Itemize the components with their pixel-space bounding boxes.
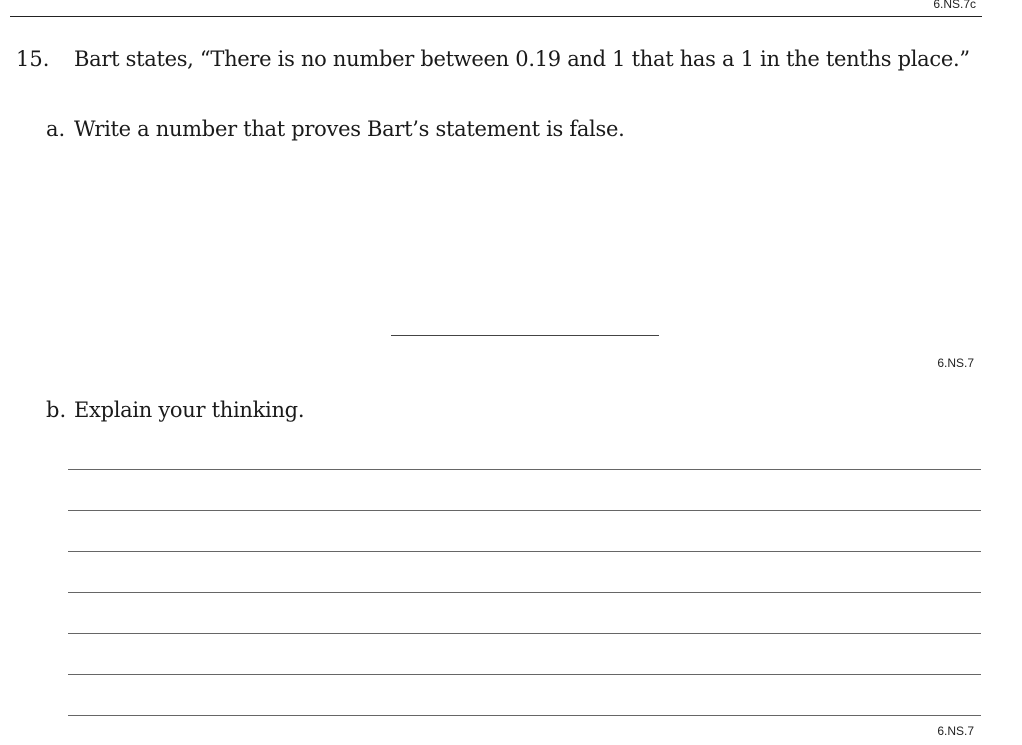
header-rule — [10, 16, 982, 17]
part-a-prompt: Write a number that proves Bart’s statement is false. — [74, 117, 625, 141]
question-number: 15. — [16, 47, 50, 71]
question-stem: Bart states, “There is no number between 0.19 and 1 that has a 1 in the tenths place.” — [74, 47, 970, 71]
answer-line[interactable] — [68, 510, 981, 511]
answer-line[interactable] — [68, 551, 981, 552]
standard-code-top: 6.NS.7c — [933, 0, 976, 11]
answer-line[interactable] — [68, 469, 981, 470]
part-b-letter: b. — [46, 398, 67, 422]
part-a-answer-blank[interactable] — [391, 335, 659, 336]
part-a-letter: a. — [46, 117, 66, 141]
part-b-standard-code: 6.NS.7 — [937, 724, 974, 738]
part-b-prompt: Explain your thinking. — [74, 398, 305, 422]
answer-line[interactable] — [68, 674, 981, 675]
part-a-standard-code: 6.NS.7 — [937, 356, 974, 370]
answer-line[interactable] — [68, 592, 981, 593]
answer-line[interactable] — [68, 633, 981, 634]
answer-line[interactable] — [68, 715, 981, 716]
